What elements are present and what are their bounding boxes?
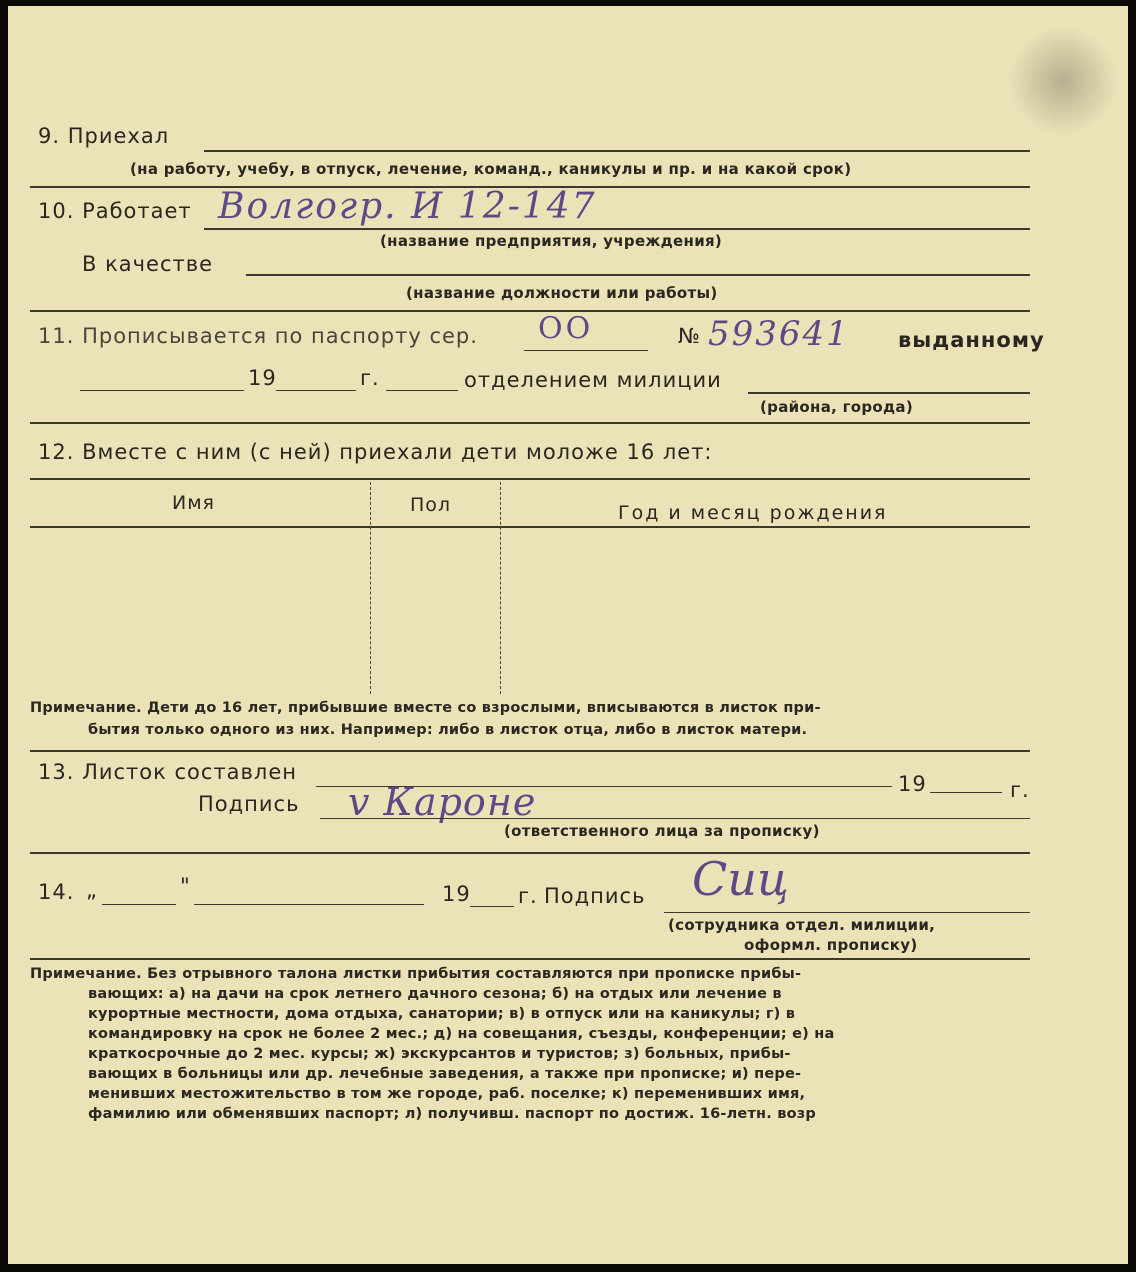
bottom-note-line: вающих: а) на дачи на срок летнего дачного сезона; б) на отдых или лечение в bbox=[88, 986, 782, 1002]
officer-signature-line bbox=[664, 912, 1030, 913]
open-quote: „ bbox=[86, 878, 98, 902]
year-line bbox=[470, 906, 514, 907]
bottom-note-line: краткосрочные до 2 мес. курсы; ж) экскурсантов и туристов; з) больных, прибы- bbox=[88, 1046, 791, 1062]
passport-number-handwriting: 593641 bbox=[708, 314, 850, 354]
table-top-line bbox=[30, 478, 1030, 480]
divider bbox=[30, 422, 1030, 424]
divider bbox=[30, 852, 1030, 854]
paper-stain bbox=[1008, 26, 1118, 136]
year-label: 19 bbox=[898, 772, 927, 796]
position-label: В качестве bbox=[82, 252, 214, 276]
day-line bbox=[102, 904, 176, 905]
column-divider bbox=[500, 482, 501, 694]
employer-caption: (название предприятия, учреждения) bbox=[380, 232, 723, 250]
year-label: 19 bbox=[248, 366, 277, 390]
position-line bbox=[246, 274, 1030, 276]
position-caption: (название должности или работы) bbox=[406, 284, 718, 302]
registration-form-back bbox=[8, 6, 1128, 1264]
compiled-year-line bbox=[930, 792, 1002, 793]
employer-line bbox=[204, 228, 1030, 230]
column-birth: Год и месяц рождения bbox=[618, 502, 888, 524]
officer-caption-line-1: (сотрудника отдел. милиции, bbox=[668, 916, 936, 934]
issue-date-line bbox=[80, 390, 244, 391]
bottom-note-line: Примечание. Без отрывного талона листки прибытия составляются при прописке прибы- bbox=[30, 966, 802, 982]
column-divider bbox=[370, 482, 371, 694]
divider bbox=[30, 310, 1030, 312]
issue-extra-line bbox=[386, 390, 458, 391]
children-note-line-1: Примечание. Дети до 16 лет, прибывшие вместе со взрослыми, вписываются в листок при- bbox=[30, 700, 821, 716]
divider bbox=[30, 750, 1030, 752]
year-suffix: г. bbox=[1010, 778, 1030, 802]
table-header-line bbox=[30, 526, 1030, 528]
police-caption: (района, города) bbox=[760, 398, 914, 416]
bottom-note-line: фамилию или обменявших паспорт; л) получивш. паспорт по достиж. 16-летн. возр bbox=[88, 1106, 816, 1122]
section-11-label: 11. Прописывается по паспорту сер. bbox=[38, 324, 478, 348]
section-14-label: 14. bbox=[38, 880, 75, 904]
officer-signature: Сиц bbox=[692, 852, 789, 906]
police-line bbox=[748, 392, 1030, 394]
section-13-label: 13. Листок составлен bbox=[38, 760, 297, 784]
divider bbox=[30, 958, 1030, 960]
month-line bbox=[194, 904, 424, 905]
police-label: отделением милиции bbox=[464, 368, 722, 392]
responsible-signature: v Кароне bbox=[348, 780, 537, 824]
number-label: № bbox=[678, 324, 701, 348]
section-12-label: 12. Вместе с ним (с ней) приехали дети моложе 16 лет: bbox=[38, 440, 713, 464]
issue-year-line bbox=[276, 390, 356, 391]
bottom-note-line: вающих в больницы или др. лечебные заведения, а также при прописке; и) пере- bbox=[88, 1066, 802, 1082]
year-suffix: г. bbox=[360, 366, 380, 390]
issued-label: выданному bbox=[898, 328, 1045, 352]
signature-label: Подпись bbox=[198, 792, 300, 816]
signature-caption: (ответственного лица за прописку) bbox=[504, 822, 820, 840]
bottom-note-line: менивших местожительство в том же городе, раб. поселке; к) переменивших имя, bbox=[88, 1086, 806, 1102]
signature-line bbox=[320, 818, 1030, 819]
children-note-line-2: бытия только одного из них. Например: либо в листок отца, либо в листок матери. bbox=[88, 722, 808, 738]
section-10-label: 10. Работает bbox=[38, 199, 192, 223]
column-sex: Пол bbox=[410, 494, 452, 516]
bottom-note-line: командировку на срок не более 2 мес.; д) на совещания, съезды, конференции; е) на bbox=[88, 1026, 835, 1042]
section-9-caption: (на работу, учебу, в отпуск, лечение, команд., каникулы и пр. и на какой срок) bbox=[130, 160, 852, 178]
officer-caption-line-2: оформл. прописку) bbox=[744, 936, 918, 954]
section-9-label: 9. Приехал bbox=[38, 124, 170, 148]
column-name: Имя bbox=[172, 492, 215, 514]
employer-handwriting: Волгогр. И 12-147 bbox=[218, 186, 597, 227]
passport-series-line bbox=[524, 350, 648, 351]
passport-series-handwriting: ОО bbox=[538, 311, 594, 346]
arrival-purpose-line bbox=[204, 150, 1030, 152]
bottom-note-line: курортные местности, дома отдыха, санатории; в) в отпуск или на каникулы; г) в bbox=[88, 1006, 796, 1022]
year-suffix: г. bbox=[518, 884, 538, 908]
signature-label: Подпись bbox=[544, 884, 646, 908]
year-label: 19 bbox=[442, 882, 471, 906]
close-quote: " bbox=[180, 874, 191, 898]
